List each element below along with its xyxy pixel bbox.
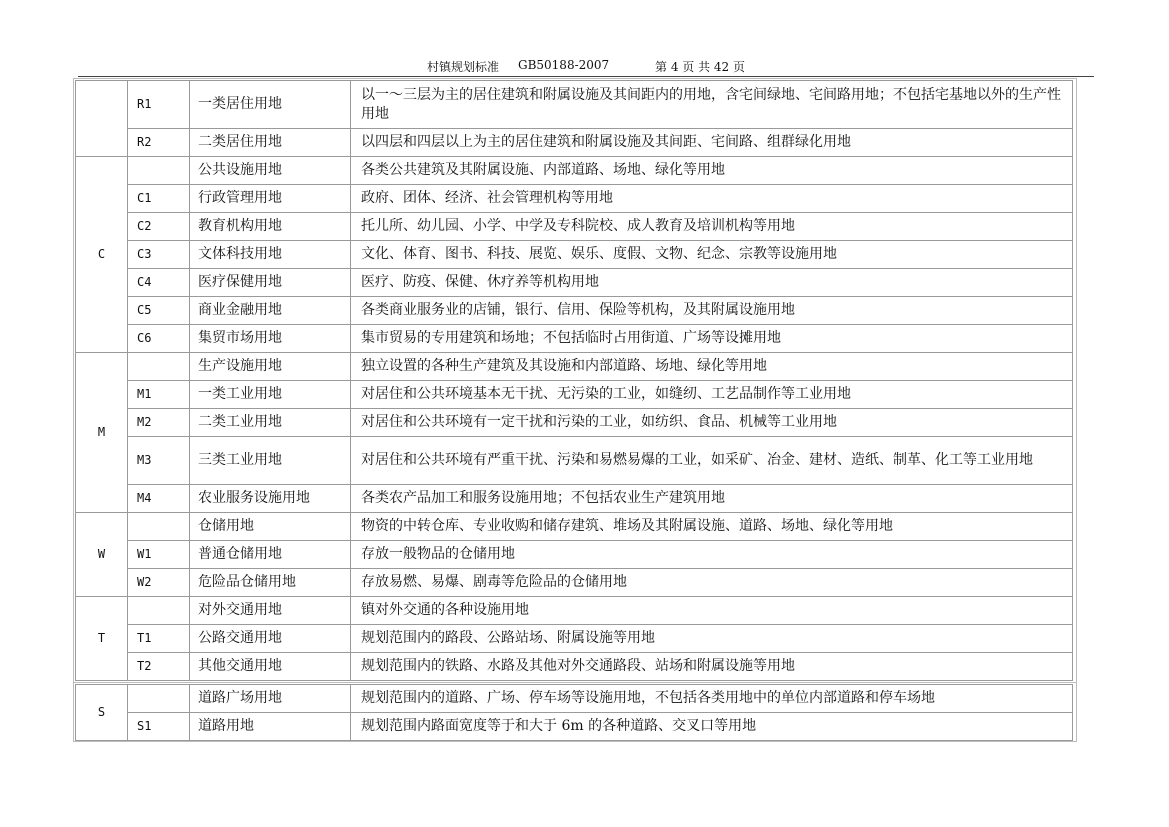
land-use-description-cell: 对居住和公共环境基本无干扰、无污染的工业，如缝纫、工艺品制作等工业用地 xyxy=(351,381,1073,409)
subcategory-code-cell: C3 xyxy=(128,241,190,269)
land-use-name-cell: 对外交通用地 xyxy=(190,597,351,625)
subcategory-code-cell xyxy=(128,597,190,625)
table-row xyxy=(76,213,1073,241)
subcategory-code-cell xyxy=(128,157,190,185)
table-row xyxy=(76,185,1073,213)
land-use-name-cell: 医疗保健用地 xyxy=(190,269,351,297)
land-use-description-cell: 医疗、防疫、保健、休疗养等机构用地 xyxy=(351,269,1073,297)
land-use-description-cell: 托儿所、幼儿园、小学、中学及专科院校、成人教育及培训机构等用地 xyxy=(351,213,1073,241)
table-row xyxy=(76,513,1073,541)
subcategory-code-cell: C4 xyxy=(128,269,190,297)
land-use-name-cell: 一类居住用地 xyxy=(190,81,351,129)
land-use-name-cell: 三类工业用地 xyxy=(190,437,351,485)
land-use-name-cell: 农业服务设施用地 xyxy=(190,485,351,513)
land-use-table xyxy=(75,80,1073,681)
land-use-name-cell: 二类工业用地 xyxy=(190,409,351,437)
table-row xyxy=(76,325,1073,353)
land-use-name-cell: 道路用地 xyxy=(190,713,351,741)
category-code-cell xyxy=(76,81,128,157)
page-header xyxy=(0,58,1169,76)
land-use-description-cell: 存放一般物品的仓储用地 xyxy=(351,541,1073,569)
header-rule xyxy=(78,76,1094,77)
subcategory-code-cell: M3 xyxy=(128,437,190,485)
subcategory-code-cell: S1 xyxy=(128,713,190,741)
land-use-description-cell: 以四层和四层以上为主的居住建筑和附属设施及其间距、宅间路、组群绿化用地 xyxy=(351,129,1073,157)
category-code-cell: S xyxy=(76,685,128,741)
land-use-description-cell: 规划范围内的路段、公路站场、附属设施等用地 xyxy=(351,625,1073,653)
table-row xyxy=(76,685,1073,713)
land-use-description-cell: 镇对外交通的各种设施用地 xyxy=(351,597,1073,625)
land-use-description-cell: 存放易燃、易爆、剧毒等危险品的仓储用地 xyxy=(351,569,1073,597)
land-use-name-cell: 生产设施用地 xyxy=(190,353,351,381)
table-row xyxy=(76,129,1073,157)
land-use-description-cell: 对居住和公共环境有一定干扰和污染的工业，如纺织、食品、机械等工业用地 xyxy=(351,409,1073,437)
header-title: 村镇规划标准 xyxy=(427,60,500,74)
table-row xyxy=(76,597,1073,625)
subcategory-code-cell: M4 xyxy=(128,485,190,513)
header-standard-code: GB50188-2007 xyxy=(518,58,610,72)
land-use-name-cell: 一类工业用地 xyxy=(190,381,351,409)
table-row xyxy=(76,241,1073,269)
category-code-cell: T xyxy=(76,597,128,681)
land-use-name-cell: 危险品仓储用地 xyxy=(190,569,351,597)
subcategory-code-cell: W1 xyxy=(128,541,190,569)
table-row xyxy=(76,625,1073,653)
land-use-name-cell: 道路广场用地 xyxy=(190,685,351,713)
table-row xyxy=(76,713,1073,741)
subcategory-code-cell xyxy=(128,353,190,381)
table-row xyxy=(76,485,1073,513)
subcategory-code-cell xyxy=(128,513,190,541)
land-use-name-cell: 文体科技用地 xyxy=(190,241,351,269)
road-land-use-table xyxy=(75,684,1073,741)
category-code-cell: C xyxy=(76,157,128,353)
subcategory-code-cell: W2 xyxy=(128,569,190,597)
land-use-description-cell: 文化、体育、图书、科技、展览、娱乐、度假、文物、纪念、宗教等设施用地 xyxy=(351,241,1073,269)
subcategory-code-cell: R2 xyxy=(128,129,190,157)
subcategory-code-cell: T1 xyxy=(128,625,190,653)
table-row xyxy=(76,353,1073,381)
land-use-description-cell: 以一～三层为主的居住建筑和附属设施及其间距内的用地，含宅间绿地、宅间路用地；不包括宅基地以外的生产性用地 xyxy=(351,81,1073,129)
table-row xyxy=(76,409,1073,437)
subcategory-code-cell: M2 xyxy=(128,409,190,437)
land-use-name-cell: 公路交通用地 xyxy=(190,625,351,653)
table-row xyxy=(76,157,1073,185)
land-use-description-cell: 各类商业服务业的店铺，银行、信用、保险等机构，及其附属设施用地 xyxy=(351,297,1073,325)
subcategory-code-cell: M1 xyxy=(128,381,190,409)
subcategory-code-cell xyxy=(128,685,190,713)
table-row xyxy=(76,569,1073,597)
table-row xyxy=(76,381,1073,409)
land-use-name-cell: 教育机构用地 xyxy=(190,213,351,241)
land-use-name-cell: 行政管理用地 xyxy=(190,185,351,213)
land-use-name-cell: 二类居住用地 xyxy=(190,129,351,157)
land-use-description-cell: 各类公共建筑及其附属设施、内部道路、场地、绿化等用地 xyxy=(351,157,1073,185)
land-use-description-cell: 独立设置的各种生产建筑及其设施和内部道路、场地、绿化等用地 xyxy=(351,353,1073,381)
land-use-description-cell: 物资的中转仓库、专业收购和储存建筑、堆场及其附属设施、道路、场地、绿化等用地 xyxy=(351,513,1073,541)
land-use-name-cell: 其他交通用地 xyxy=(190,653,351,681)
table-row xyxy=(76,437,1073,485)
category-code-cell: M xyxy=(76,353,128,513)
land-use-name-cell: 集贸市场用地 xyxy=(190,325,351,353)
land-use-description-cell: 对居住和公共环境有严重干扰、污染和易燃易爆的工业，如采矿、冶金、建材、造纸、制革、化工等工业用地 xyxy=(351,437,1073,485)
category-code-cell: W xyxy=(76,513,128,597)
land-use-name-cell: 普通仓储用地 xyxy=(190,541,351,569)
land-use-description-cell: 集市贸易的专用建筑和场地；不包括临时占用街道、广场等设摊用地 xyxy=(351,325,1073,353)
subcategory-code-cell: C6 xyxy=(128,325,190,353)
land-use-description-cell: 规划范围内路面宽度等于和大于 6m 的各种道路、交叉口等用地 xyxy=(351,713,1073,741)
table-row xyxy=(76,297,1073,325)
table-row xyxy=(76,269,1073,297)
land-use-description-cell: 各类农产品加工和服务设施用地；不包括农业生产建筑用地 xyxy=(351,485,1073,513)
land-use-description-cell: 政府、团体、经济、社会管理机构等用地 xyxy=(351,185,1073,213)
subcategory-code-cell: C5 xyxy=(128,297,190,325)
land-use-name-cell: 商业金融用地 xyxy=(190,297,351,325)
land-use-description-cell: 规划范围内的道路、广场、停车场等设施用地，不包括各类用地中的单位内部道路和停车场地 xyxy=(351,685,1073,713)
land-use-name-cell: 仓储用地 xyxy=(190,513,351,541)
subcategory-code-cell: C2 xyxy=(128,213,190,241)
table-row xyxy=(76,653,1073,681)
subcategory-code-cell: R1 xyxy=(128,81,190,129)
table-row xyxy=(76,541,1073,569)
subcategory-code-cell: C1 xyxy=(128,185,190,213)
header-page-number: 第 4 页 共 42 页 xyxy=(655,60,745,74)
table-row xyxy=(76,81,1073,129)
land-use-description-cell: 规划范围内的铁路、水路及其他对外交通路段、站场和附属设施等用地 xyxy=(351,653,1073,681)
subcategory-code-cell: T2 xyxy=(128,653,190,681)
land-use-name-cell: 公共设施用地 xyxy=(190,157,351,185)
